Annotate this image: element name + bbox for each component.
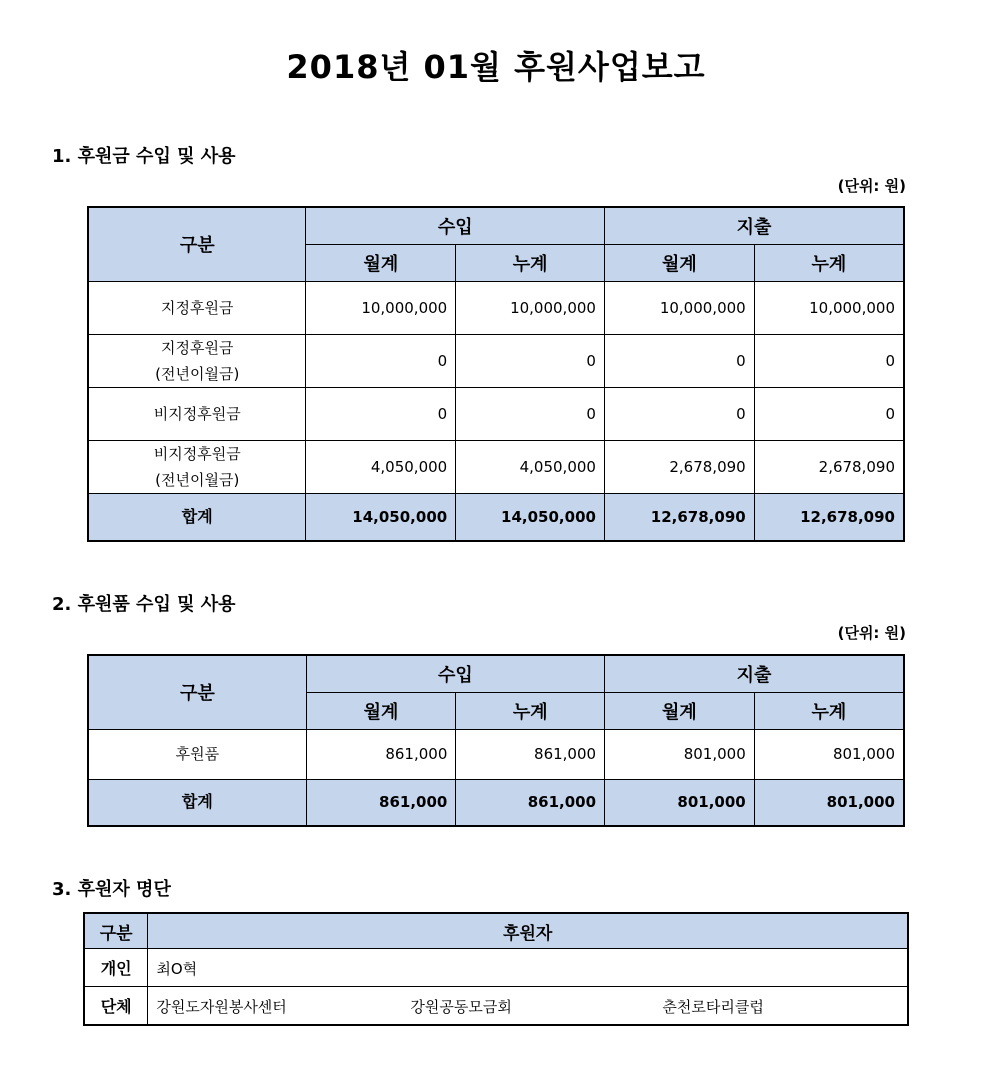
total-value: 12,678,090: [604, 493, 754, 541]
cell-value: 861,000: [456, 729, 605, 779]
section1-heading: 1. 후원금 수입 및 사용: [52, 146, 236, 167]
total-value: 12,678,090: [754, 493, 904, 541]
header-expense-monthly: 월계: [605, 692, 755, 729]
cell-value: 0: [754, 387, 904, 440]
cell-value: 0: [306, 334, 456, 387]
header-income-cumulative: 누계: [456, 244, 605, 281]
table-row: [88, 387, 904, 440]
donor-row-individual: [84, 949, 908, 987]
donation-table: [87, 206, 905, 542]
cell-value: 0: [754, 334, 904, 387]
row-label: 비지정후원금: [88, 387, 306, 440]
cell-value: 801,000: [605, 729, 755, 779]
donor-name: 강원도자원봉사센터: [156, 998, 287, 1016]
cell-value: 0: [604, 387, 754, 440]
cell-value: 2,678,090: [754, 440, 904, 493]
cell-value: 861,000: [306, 729, 456, 779]
donor-name: 춘천로타리클럽: [662, 998, 764, 1016]
row-label: 지정후원금 (전년이월금): [88, 334, 306, 387]
row-label: 비지정후원금 (전년이월금): [88, 440, 306, 493]
table-row: [88, 281, 904, 334]
row-label: 후원품: [88, 729, 306, 779]
header-income: 수입: [306, 655, 604, 692]
header-income: 수입: [306, 207, 605, 244]
donor-names: [148, 949, 908, 987]
cell-value: 0: [456, 387, 605, 440]
total-value: 801,000: [754, 779, 904, 826]
donor-category-group: 단체: [84, 987, 148, 1026]
cell-value: 10,000,000: [306, 281, 456, 334]
header-expense-monthly: 월계: [604, 244, 754, 281]
donor-names: [148, 987, 908, 1026]
header-expense: 지출: [604, 207, 904, 244]
header-category: 구분: [88, 207, 306, 281]
header-income-monthly: 월계: [306, 244, 456, 281]
total-value: 861,000: [306, 779, 456, 826]
cell-value: 0: [456, 334, 605, 387]
row-label: 지정후원금: [88, 281, 306, 334]
total-row: [88, 493, 904, 541]
cell-value: 10,000,000: [456, 281, 605, 334]
total-value: 861,000: [456, 779, 605, 826]
cell-value: 10,000,000: [754, 281, 904, 334]
donor-name: 강원공동모금회: [410, 998, 512, 1016]
header-expense-cumulative: 누계: [754, 244, 904, 281]
total-label: 합계: [88, 779, 306, 826]
total-value: 801,000: [605, 779, 755, 826]
total-label: 합계: [88, 493, 306, 541]
table-row: [88, 334, 904, 387]
section3-heading: 3. 후원자 명단: [52, 879, 171, 900]
header-income-monthly: 월계: [306, 692, 456, 729]
section2-unit: (단위: 원): [837, 624, 906, 642]
section2-heading: 2. 후원품 수입 및 사용: [52, 594, 236, 615]
header-income-cumulative: 누계: [456, 692, 605, 729]
donor-header-donor: 후원자: [148, 913, 908, 949]
header-category: 구분: [88, 655, 306, 729]
total-value: 14,050,000: [456, 493, 605, 541]
cell-value: 2,678,090: [604, 440, 754, 493]
cell-value: 10,000,000: [604, 281, 754, 334]
donor-table: [83, 912, 909, 1026]
header-expense: 지출: [605, 655, 904, 692]
cell-value: 4,050,000: [306, 440, 456, 493]
donor-row-group: [84, 987, 908, 1026]
section1-unit: (단위: 원): [837, 177, 906, 195]
cell-value: 0: [604, 334, 754, 387]
cell-value: 801,000: [754, 729, 904, 779]
table-row: [88, 440, 904, 493]
total-row: [88, 779, 904, 826]
donor-header-category: 구분: [84, 913, 148, 949]
total-value: 14,050,000: [306, 493, 456, 541]
page-title: 2018년 01월 후원사업보고: [286, 48, 706, 86]
cell-value: 0: [306, 387, 456, 440]
header-expense-cumulative: 누계: [754, 692, 904, 729]
donor-category-individual: 개인: [84, 949, 148, 987]
donor-name: 최O혁: [156, 960, 198, 978]
cell-value: 4,050,000: [456, 440, 605, 493]
table-row: [88, 729, 904, 779]
goods-table: [87, 654, 905, 827]
